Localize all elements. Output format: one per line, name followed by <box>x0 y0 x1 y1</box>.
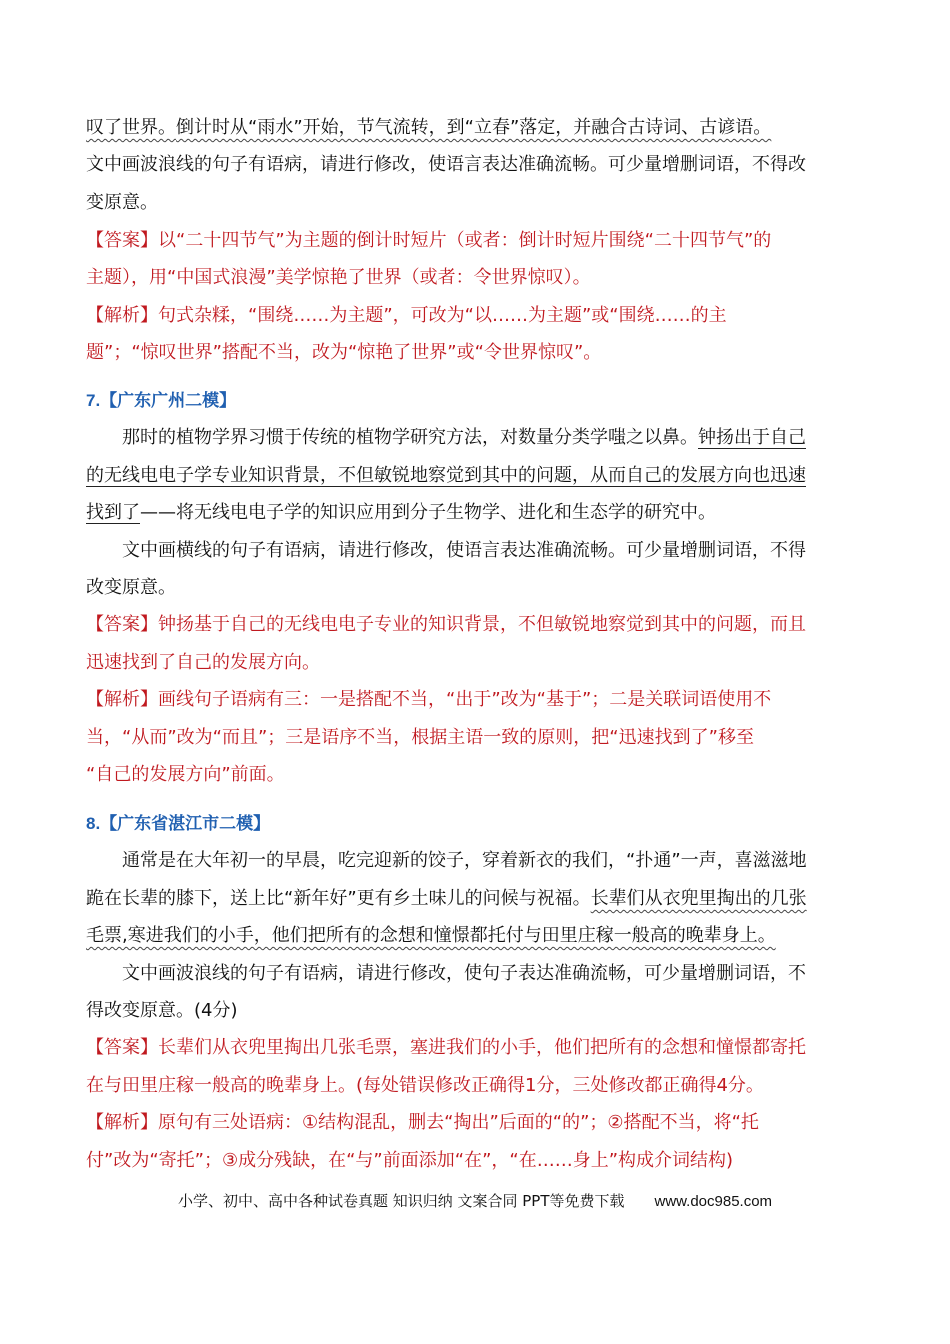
underlined-text: 的无线电电子学专业知识背景，不但敏锐地察觉到其中的问题，从而自己的发展方向也迅速 <box>86 465 806 486</box>
answer-line: 【答案】长辈们从衣兜里掏出几张毛票，塞进我们的小手，他们把所有的念想和憧憬都寄托 <box>86 1037 806 1058</box>
passage-line <box>86 924 866 948</box>
analysis-line: 题”；“惊叹世界”搭配不当，改为“惊艳了世界”或“令世界惊叹”。 <box>86 342 602 363</box>
footer-url-link[interactable]: www.doc985.com <box>654 1193 773 1210</box>
analysis-line: 【解析】画线句子语病有三：一是搭配不当，“出于”改为“基于”；二是关联词语使用不 <box>86 689 772 710</box>
wavy-underlined-text: 长辈们从衣兜里掏出的几张 <box>590 888 807 909</box>
underlined-text: 找到了 <box>86 502 140 523</box>
question-heading: 7.【广东广州二模】 <box>86 391 237 410</box>
passage-line <box>86 501 866 525</box>
instruction-line: 改变原意。 <box>86 577 176 598</box>
page-footer <box>0 1190 950 1211</box>
analysis-line: 当，“从而”改为“而且”；三是语序不当，根据主语一致的原则，把“迅速找到了”移至 <box>86 727 754 748</box>
wavy-underlined-text: 叹了世界。 <box>86 117 176 138</box>
passage-text: 那时的植物学界习惯于传统的植物学研究方法，对数量分类学嗤之以鼻。 <box>122 427 698 448</box>
analysis-line: 付”改为“寄托”；③成分残缺，在“与”前面添加“在”，“在……身上”构成介词结构) <box>86 1150 734 1171</box>
passage-line <box>86 464 866 488</box>
instruction-line: 得改变原意。(4分) <box>86 1000 238 1021</box>
analysis-line: 【解析】原句有三处语病：①结构混乱，删去“掏出”后面的“的”；②搭配不当，将“托 <box>86 1112 759 1133</box>
answer-line: 在与田里庄稼一般高的晚辈身上。(每处错误修改正确得1分，三处修改都正确得4分。 <box>86 1075 764 1096</box>
wavy-underlined-text: 倒计时从“雨水”开始，节气流转，到“立春”落定，并融合古诗词、古谚语。 <box>176 117 772 138</box>
answer-line: 迅速找到了自己的发展方向。 <box>86 652 320 673</box>
passage-line: 通常是在大年初一的早晨，吃完迎新的饺子，穿着新衣的我们，“扑通”一声，喜滋滋地 <box>122 850 807 871</box>
passage-line <box>86 887 866 911</box>
answer-line: 【答案】以“二十四节气”为主题的倒计时短片（或者：倒计时短片围绕“二十四节气”的 <box>86 230 772 251</box>
instruction-line: 变原意。 <box>86 192 158 213</box>
answer-line: 【答案】钟扬基于自己的无线电电子专业的知识背景，不但敏锐地察觉到其中的问题，而且 <box>86 614 806 635</box>
passage-text: 跪在长辈的膝下，送上比“新年好”更有乡土味儿的问候与祝福。 <box>86 888 591 909</box>
instruction-line: 文中画波浪线的句子有语病，请进行修改，使句子表达准确流畅，可少量增删词语，不 <box>122 963 806 984</box>
answer-line: 主题），用“中国式浪漫”美学惊艳了世界（或者：令世界惊叹）。 <box>86 267 591 288</box>
underlined-text: 钟扬出于自己 <box>698 427 806 448</box>
question-heading: 8.【广东省湛江市二模】 <box>86 814 271 833</box>
footer-text: 小学、初中、高中各种试卷真题 知识归纳 文案合同 PPT等免费下载 <box>177 1192 625 1210</box>
analysis-line: 【解析】句式杂糅，“围绕……为主题”，可改为“以……为主题”或“围绕……的主 <box>86 305 727 326</box>
passage-line <box>122 426 866 450</box>
instruction-line: 文中画横线的句子有语病，请进行修改，使语言表达准确流畅。可少量增删词语，不得 <box>122 540 806 561</box>
wavy-underlined-text: 毛票,寒进我们的小手，他们把所有的念想和憧憬都托付与田里庄稼一般高的晚辈身上。 <box>86 925 776 946</box>
instruction-line: 文中画波浪线的句子有语病，请进行修改，使语言表达准确流畅。可少量增删词语，不得改 <box>86 154 806 175</box>
passage-text: ——将无线电电子学的知识应用到分子生物学、进化和生态学的研究中。 <box>140 502 716 523</box>
passage-line <box>86 116 866 140</box>
analysis-line: “自己的发展方向”前面。 <box>86 764 285 785</box>
